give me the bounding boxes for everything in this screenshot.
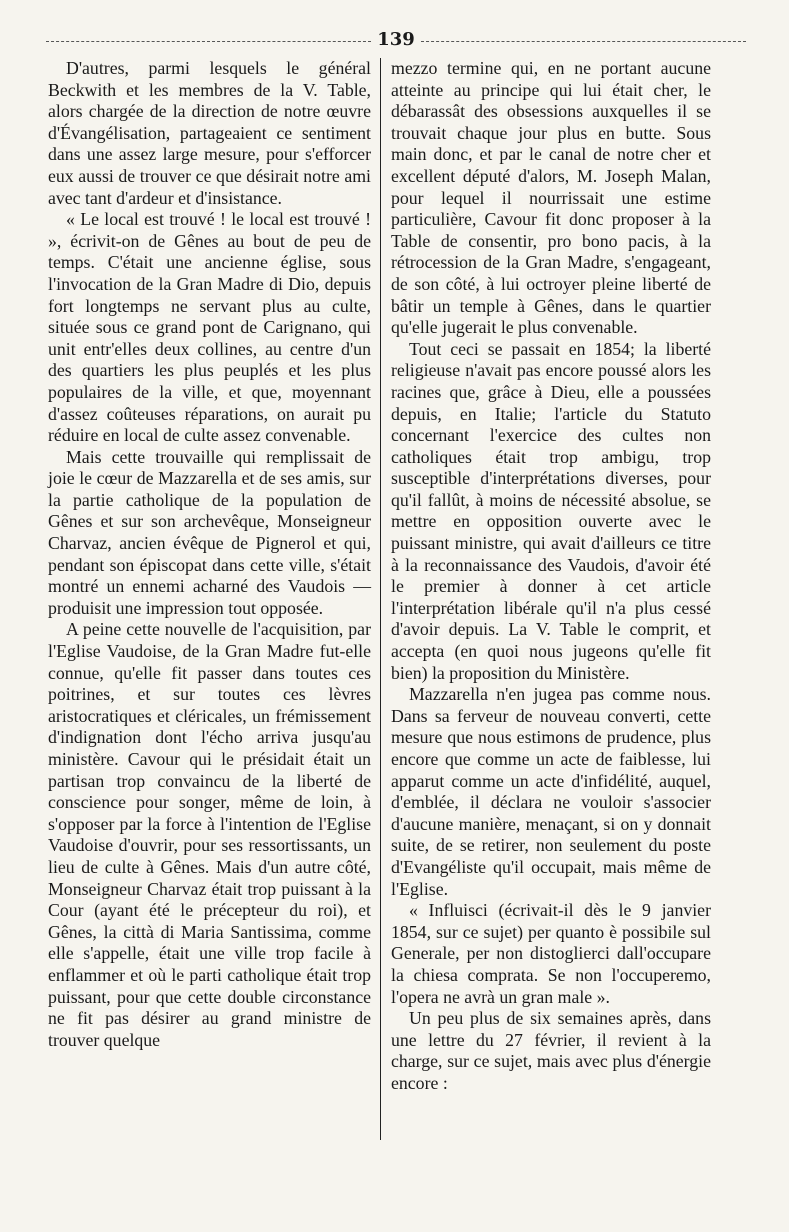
right-column <box>391 58 711 1095</box>
paragraph: Un peu plus de six semaines après, dans une lettre du 27 février, il revient à la charge, sur ce sujet, mais avec plus d'énergie encore : <box>391 1008 711 1093</box>
header-rule-left <box>46 41 371 42</box>
paragraph: A peine cette nouvelle de l'acquisition, par l'Eglise Vaudoise, de la Gran Madre fut-elle connue, qu'elle fit passer dans toutes ces poitrines, et sur toutes ces lèvres aristocratiques et cléricales, un frémissement d'indignation dont l'écho arriva jusqu'au ministère. Cavour qui le présidait était un partisan trop convaincu de la liberté de conscience pour songer, même de loin, à s'opposer par la force à l'intention de l'Eglise Vaudoise d'ouvrir, pour ses ressortissants, un lieu de culte à Gênes. Mais d'un autre côté, Monseigneur Charvaz était trop puissant à la Cour (ayant été le précepteur du roi), et Gênes, la città di Maria Santissima, comme elle s'appelle, était une ville trop facile à enflammer et où le parti catholique était trop puissant, pour que cette double circonstance ne fit pas désirer au grand ministre de trouver quelque <box>48 619 371 1050</box>
quotation: « Influisci (écrivait-il dès le 9 janvier 1854, sur ce sujet) per quanto è possibile sul Generale, per non distoglierci dall'occupare la chiesa comprata. Se non l'occuperemo, l'opera ne avrà un gran male ». <box>391 900 711 1007</box>
paragraph: D'autres, parmi lesquels le général Beckwith et les membres de la V. Table, alors chargée de la direction de notre œuvre d'Évangélisation, partageaient ce sentiment dans une assez large mesure, pour s'efforcer eux aussi de trouver ce que désirait notre ami avec tant d'ardeur et d'insistance. <box>48 58 371 208</box>
header-rule-right <box>421 41 746 42</box>
paragraph: « Le local est trouvé ! le local est trouvé ! », écrivit-on de Gênes au bout de peu de temps. C'était une ancienne église, sous l'invocation de la Gran Madre di Dio, depuis fort longtemps ne servant plus au culte, située sous ce grand pont de Carignano, qui unit entr'elles deux collines, au centre d'un des quartiers les plus peuplés et les plus populaires de la ville, et que, moyennant d'assez coûteuses réparations, on aurait pu réduire en local de culte assez convenable. <box>48 209 371 446</box>
paragraph: Tout ceci se passait en 1854; la liberté religieuse n'avait pas encore poussé alors les racines que, grâce à Dieu, elle a poussées depuis, en Italie; l'article du Statuto concernant l'exercice des cultes non catholiques était trop ambigu, trop susceptible d'interprétations diverses, pour qu'il fallût, à moins de nécessité absolue, se mettre en opposition ouverte avec le puissant ministre, qui avait d'ailleurs ce titre à la reconnaissance des Vaudois, d'avoir été le premier à donner à cet article l'interprétation libérale qu'il n'a plus cessé d'avoir depuis. La V. Table le comprit, et accepta (en quoi nous jugeons qu'elle fit bien) la proposition du Ministère. <box>391 338 711 683</box>
left-column <box>48 58 371 1051</box>
page-number: 139 <box>377 29 415 50</box>
column-divider <box>380 58 381 1140</box>
paragraph: Mais cette trouvaille qui remplissait de joie le cœur de Mazzarella et de ses amis, sur la partie catholique de la population de Gênes et sur son archevêque, Monseigneur Charvaz, ancien évêque de Pignerol et qui, pendant son épiscopat dans cette ville, s'était montré un ennemi acharné des Vaudois — produisit une impression tout opposée. <box>48 446 371 618</box>
paragraph: mezzo termine qui, en ne portant aucune atteinte au principe qui lui était cher, le débarassât des obsessions auxquelles il se trouvait chaque jour plus en butte. Sous main donc, et par le canal de notre cher et excellent député d'alors, M. Joseph Malan, pour lequel il nourrissait une estime particulière, Cavour fit donc proposer à la Table de consentir, pro bono pacis, à la rétrocession de la Gran Madre, s'engageant, de son côté, à lui octroyer pleine liberté de bâtir un temple à Gênes, dans le quartier qu'elle jugerait le plus convenable. <box>391 58 711 338</box>
running-header <box>46 28 746 52</box>
paragraph: Mazzarella n'en jugea pas comme nous. Dans sa ferveur de nouveau converti, cette mesure que nous estimons de prudence, plus encore que comme un acte de faiblesse, lui apparut comme un acte d'infidélité, auquel, d'emblée, il déclara ne vouloir s'associer d'aucune manière, menaçant, si on y donnait suite, de se retirer, non seulement du poste d'Evangéliste qu'il occupait, mais même de l'Eglise. <box>391 684 711 899</box>
